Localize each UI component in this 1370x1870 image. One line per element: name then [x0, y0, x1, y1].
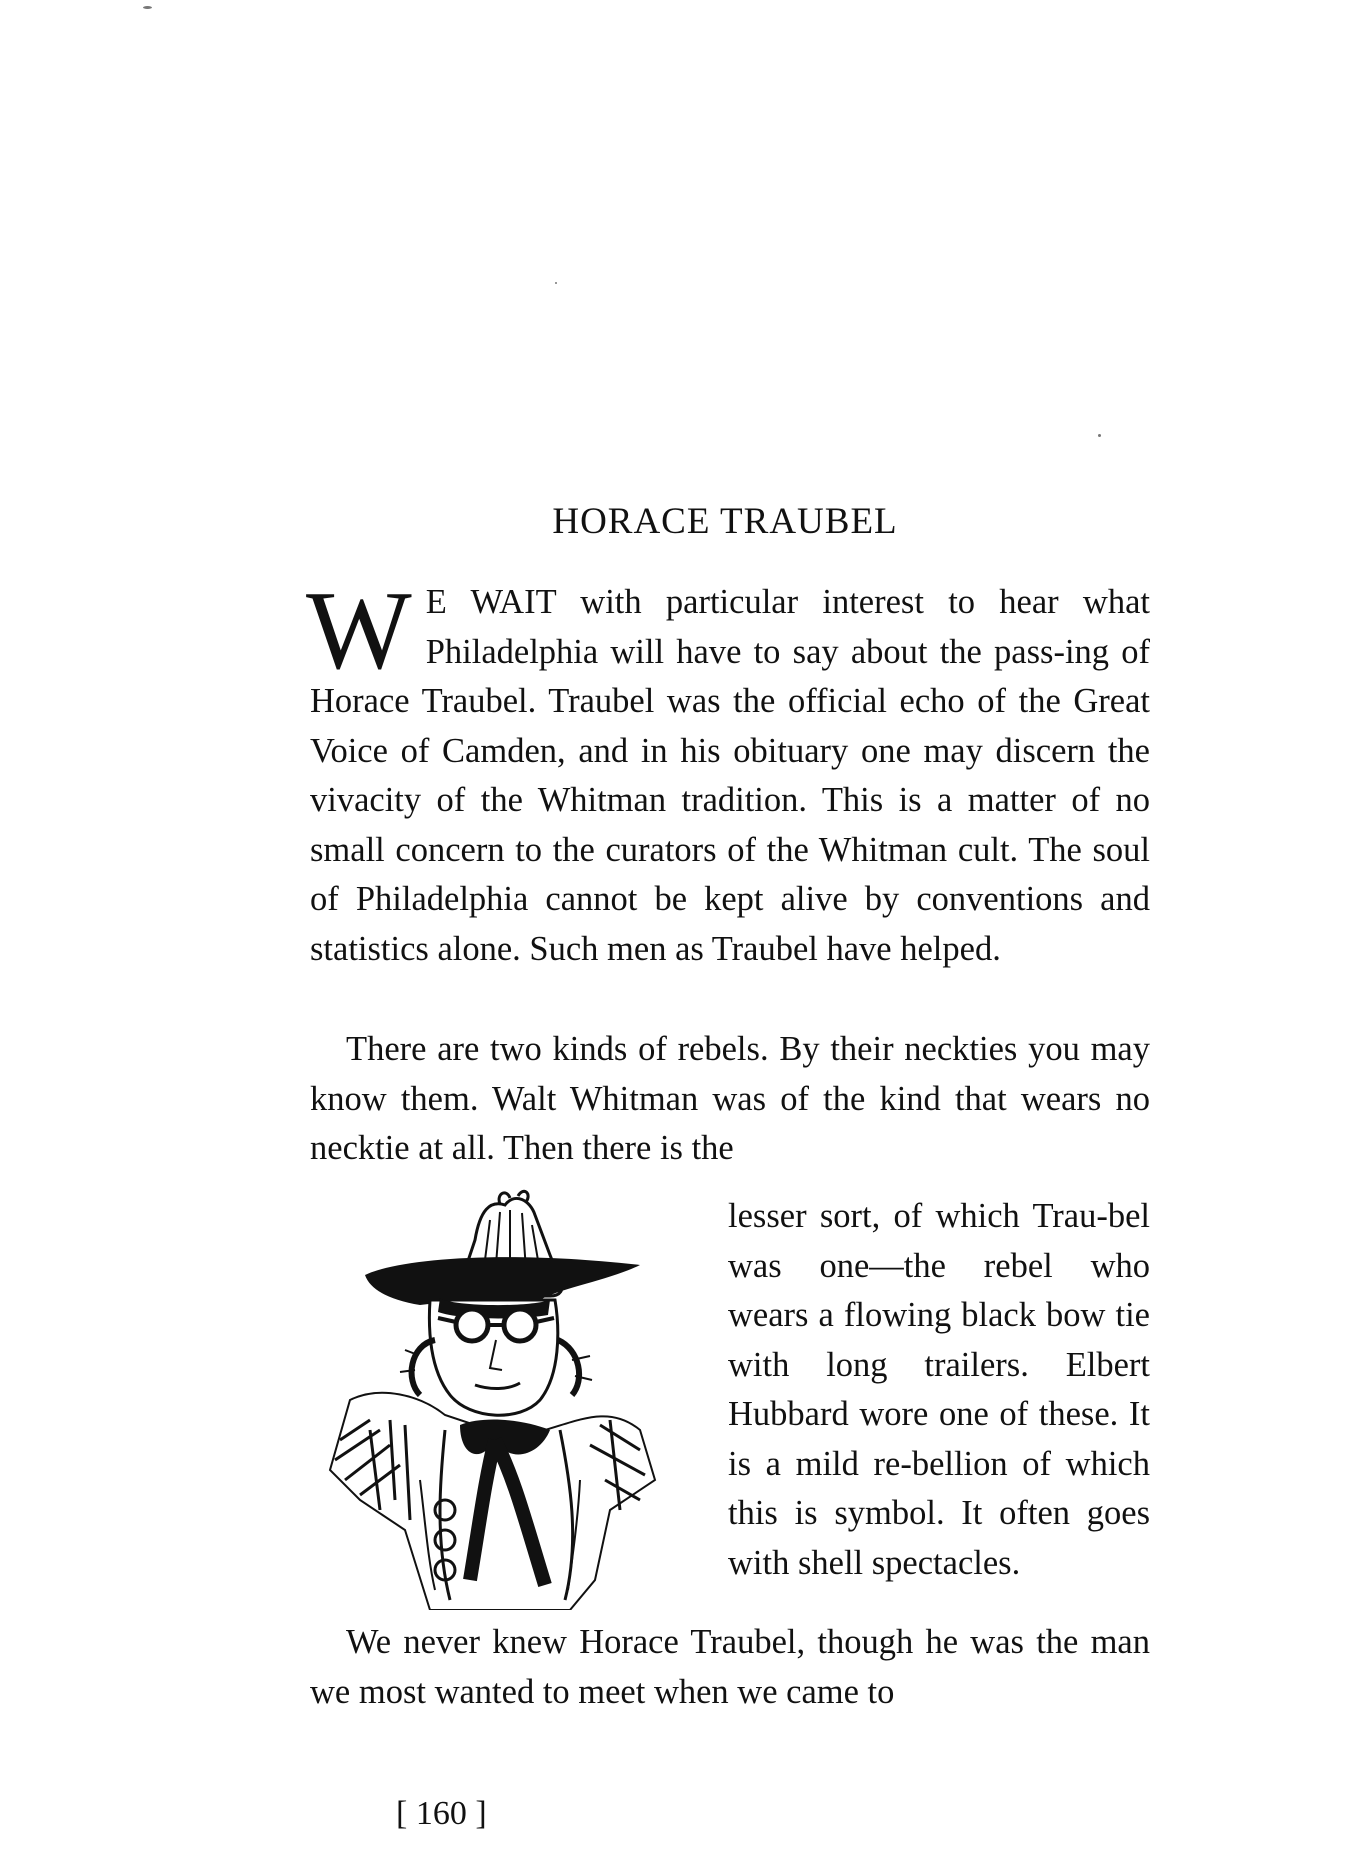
paragraph-1 — [306, 569, 1150, 974]
traubel-caricature-illustration — [310, 1180, 695, 1610]
drop-cap: W — [306, 569, 412, 693]
paragraph-2: There are two kinds of rebels. By their neckties you may know them. Walt Whitman was of the kind that wears no necktie at all. Then there is the — [310, 1030, 1150, 1167]
paragraph-3-beside-illustration: lesser sort, of which Trau-bel was one—the rebel who wears a flowing black bow tie with long trailers. Elbert Hubbard wore one of these. It is a mild re-bellion of which this is symbol. It often goes with shell spectacles. — [728, 1197, 1150, 1582]
paragraph-4: We never knew Horace Traubel, though he was the man we most wanted to meet when we came to — [310, 1623, 1150, 1711]
page-number: [ 160 ] — [396, 1795, 487, 1832]
paragraph-1-text: E WAIT with particular interest to hear what Philadelphia will have to say about the pass-ing of Horace Traubel. Traubel was the official echo of the Great Voice of Camden, and in his obituary one may discern the vivacity of the Whitman tradition. This is a matter of no small concern to the curators of the Whitman cult. The soul of Philadelphia cannot be kept alive by conventions and statistics alone. Such men as Traubel have helped. — [310, 583, 1150, 968]
page-title: HORACE TRAUBEL — [552, 501, 898, 542]
